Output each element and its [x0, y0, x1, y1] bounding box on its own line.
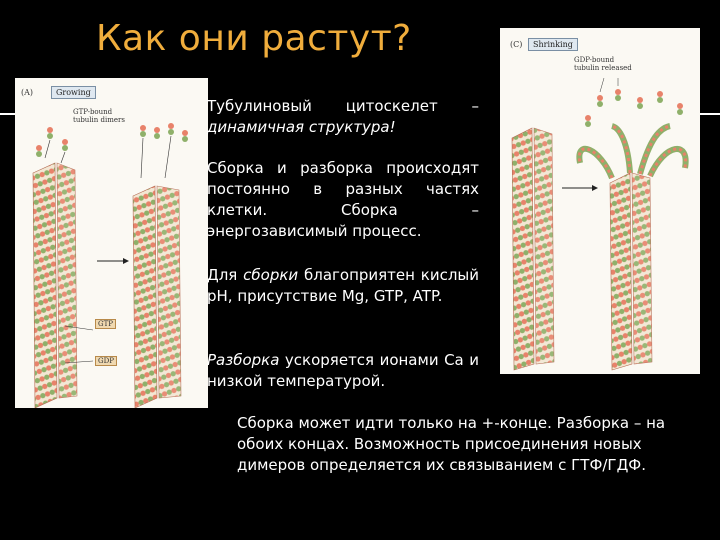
p3-pre: Для: [207, 266, 244, 284]
figure-shrinking-panel: [500, 28, 700, 374]
gtp-dimer-note: GTP-bound tubulin dimers: [73, 108, 125, 124]
free-dimers-right: [140, 123, 188, 178]
shrinking-badge: Shrinking: [528, 38, 578, 51]
paragraph-assembly: Сборка и разборка происходят постоянно в разных частях клетки. Сборка – энергозависимый процесс.: [207, 159, 479, 240]
p1-text: Тубулиновый цитоскелет –: [207, 97, 479, 115]
released-dimers: [585, 78, 683, 127]
paragraph-plus-end: Сборка может идти только на +-конце. Разборка – на обоих концах. Возможность присоединения новых димеров определяется их связыванием с ГТФ/ГДФ.: [237, 414, 666, 474]
p4-post: ускоряется ионами Са и низкой температурой.: [207, 351, 479, 390]
gdp-released-note: GDP-bound tubulin released: [574, 56, 632, 72]
microtubule-left: [33, 163, 77, 408]
figure-growing-panel: [15, 78, 208, 408]
microtubule-right: [133, 186, 181, 408]
free-dimers-left: [36, 127, 68, 163]
p3-italic: сборки: [243, 266, 299, 284]
arrow-right-icon: [97, 258, 129, 264]
paragraph-assembly-conditions: [207, 265, 479, 307]
p4-italic: Разборка: [207, 351, 280, 369]
paragraph-disassembly: [207, 350, 479, 392]
figure-letter-a: (A): [21, 88, 34, 97]
arrow-right-icon: [562, 185, 598, 191]
gtp-label: GTP: [95, 319, 116, 329]
slide-title: Как они растут?: [96, 18, 412, 59]
figure-letter-c: (C): [510, 40, 523, 49]
divider-line-left: [0, 113, 15, 115]
p3-post: благоприятен кислый рН, присутствие Mg, GTP, ATP.: [207, 266, 479, 305]
growing-badge: Growing: [51, 86, 96, 99]
paragraph-dynamic-structure: [207, 96, 479, 138]
p1-italic: динамичная структура!: [207, 118, 396, 136]
microtubule-left-shrinking: [512, 128, 554, 370]
microtubule-right-shrinking: [579, 126, 685, 370]
gdp-label: GDP: [95, 356, 117, 366]
shrinking-microtubule-illustration: [500, 28, 700, 374]
